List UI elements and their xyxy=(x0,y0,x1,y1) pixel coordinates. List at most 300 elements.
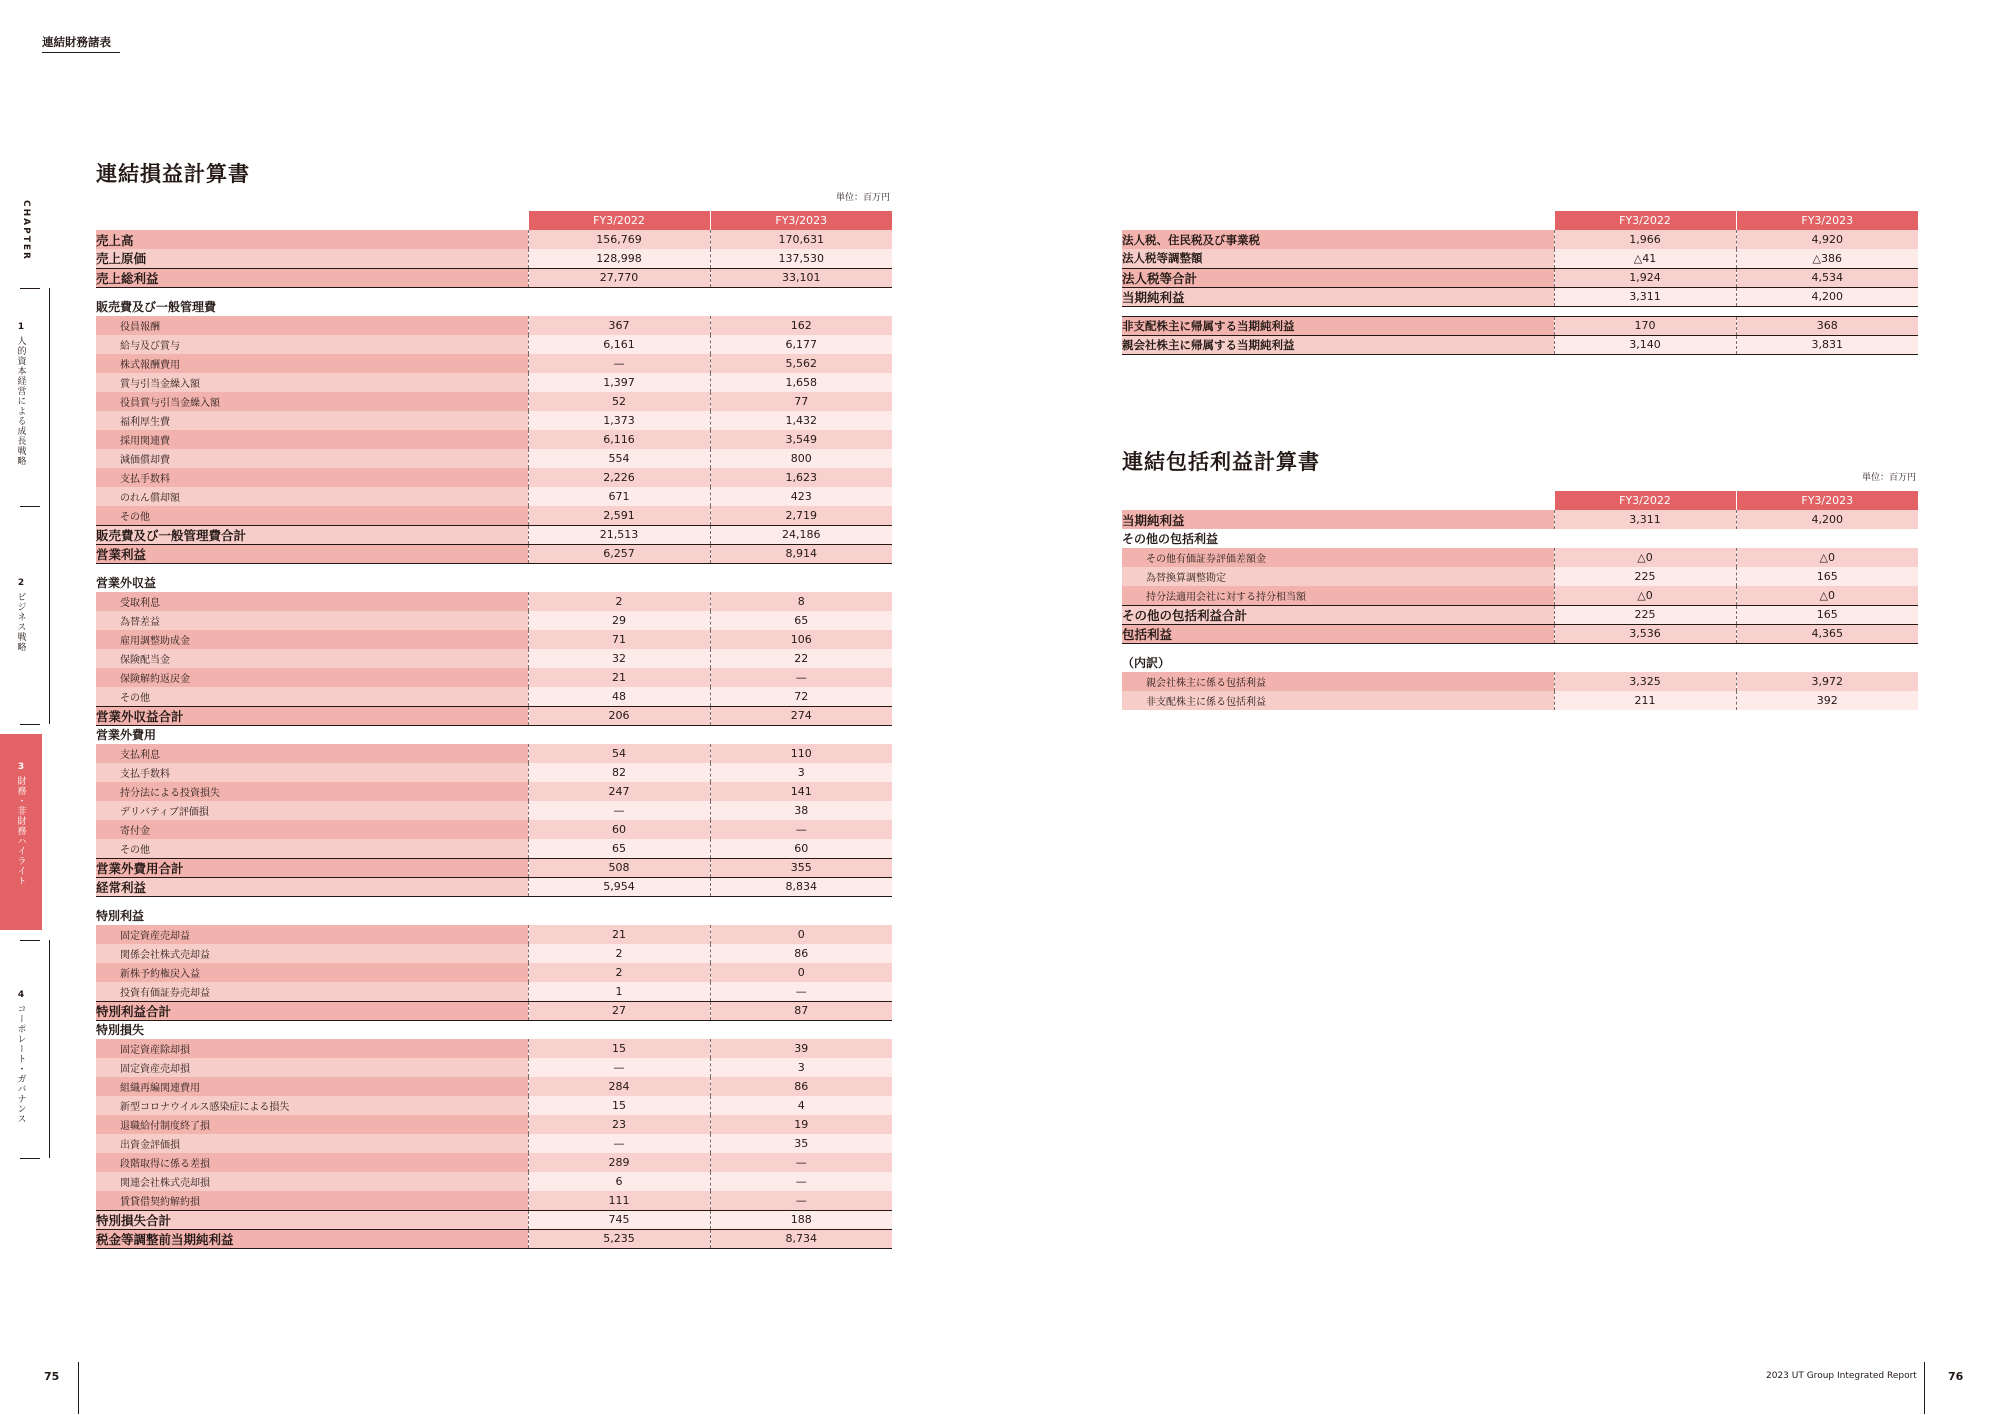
row-label: 親会社株主に帰属する当期純利益 xyxy=(1122,335,1554,354)
table-row xyxy=(96,468,892,487)
table-row xyxy=(96,1134,892,1153)
value-fy2022: 745 xyxy=(528,1210,710,1229)
value-fy2023: 3 xyxy=(710,763,892,782)
table-row xyxy=(96,763,892,782)
value-fy2022: 60 xyxy=(528,820,710,839)
value-fy2023: 33,101 xyxy=(710,268,892,287)
row-label: 固定資産除却損 xyxy=(96,1039,528,1058)
nav-item-label: ビジネス戦略 xyxy=(15,592,26,652)
nav-item-chapter-2[interactable] xyxy=(0,578,42,652)
section-tag-underline xyxy=(42,52,120,53)
value-fy2022: △0 xyxy=(1554,586,1736,605)
row-label: 投資有価証券売却益 xyxy=(96,982,528,1001)
table-row xyxy=(96,963,892,982)
value-fy2023: 110 xyxy=(710,744,892,763)
row-label: 為替換算調整勘定 xyxy=(1122,567,1554,586)
value-fy2023 xyxy=(710,297,892,316)
col-header-fy2022: FY3/2022 xyxy=(1554,211,1736,230)
value-fy2023 xyxy=(710,725,892,744)
value-fy2022: 21 xyxy=(528,925,710,944)
value-fy2022: 1,397 xyxy=(528,373,710,392)
value-fy2022: 211 xyxy=(1554,691,1736,710)
value-fy2023: 2,719 xyxy=(710,506,892,525)
value-fy2023: 392 xyxy=(1736,691,1918,710)
value-fy2023: 4,365 xyxy=(1736,624,1918,643)
value-fy2022: 71 xyxy=(528,630,710,649)
value-fy2022: 1 xyxy=(528,982,710,1001)
table-row xyxy=(1122,529,1918,548)
value-fy2022: 6,161 xyxy=(528,335,710,354)
row-spacer xyxy=(96,287,892,297)
value-fy2023: 3,549 xyxy=(710,430,892,449)
value-fy2022 xyxy=(528,297,710,316)
row-label: 税金等調整前当期純利益 xyxy=(96,1229,528,1248)
value-fy2022: — xyxy=(528,1058,710,1077)
value-fy2022: 2 xyxy=(528,963,710,982)
value-fy2022: 156,769 xyxy=(528,230,710,249)
row-label: 為替差益 xyxy=(96,611,528,630)
value-fy2023: 65 xyxy=(710,611,892,630)
nav-rule xyxy=(49,506,50,724)
comprehensive-income-table xyxy=(1122,491,1918,710)
col-header-fy2023: FY3/2023 xyxy=(710,211,892,230)
value-fy2022: 128,998 xyxy=(528,249,710,268)
row-label: 特別損失合計 xyxy=(96,1210,528,1229)
table-row xyxy=(1122,643,1918,653)
value-fy2023: 86 xyxy=(710,1077,892,1096)
row-label: 持分法による投資損失 xyxy=(96,782,528,801)
row-label: 売上総利益 xyxy=(96,268,528,287)
value-fy2022: 6,257 xyxy=(528,544,710,563)
table-row xyxy=(96,1020,892,1039)
value-fy2022: — xyxy=(528,1134,710,1153)
table-row xyxy=(96,373,892,392)
value-fy2023: — xyxy=(710,1172,892,1191)
value-fy2022: 5,954 xyxy=(528,877,710,896)
row-label: 株式報酬費用 xyxy=(96,354,528,373)
value-fy2022: 3,536 xyxy=(1554,624,1736,643)
table-row xyxy=(96,268,892,287)
value-fy2022: 3,311 xyxy=(1554,287,1736,306)
row-label: その他の包括利益 xyxy=(1122,532,1219,546)
value-fy2023: — xyxy=(710,820,892,839)
value-fy2023: 3,831 xyxy=(1736,335,1918,354)
table-row xyxy=(96,411,892,430)
value-fy2022 xyxy=(1554,529,1736,548)
value-fy2023: 4,920 xyxy=(1736,230,1918,249)
value-fy2023 xyxy=(1736,529,1918,548)
row-spacer xyxy=(1122,306,1918,316)
row-label: 関係会社株式売却益 xyxy=(96,944,528,963)
table-row xyxy=(96,430,892,449)
value-fy2023: 22 xyxy=(710,649,892,668)
row-label: 寄付金 xyxy=(96,820,528,839)
table-row xyxy=(96,925,892,944)
value-fy2022: 48 xyxy=(528,687,710,706)
row-spacer xyxy=(1122,643,1918,653)
table-row xyxy=(96,449,892,468)
table-row xyxy=(1122,510,1918,529)
value-fy2022: 206 xyxy=(528,706,710,725)
value-fy2022: 671 xyxy=(528,487,710,506)
value-fy2022: 82 xyxy=(528,763,710,782)
value-fy2022: 21 xyxy=(528,668,710,687)
header-blank xyxy=(1122,211,1554,230)
value-fy2022: 29 xyxy=(528,611,710,630)
row-label: 賃貸借契約解約損 xyxy=(96,1191,528,1210)
value-fy2022: 52 xyxy=(528,392,710,411)
table-row xyxy=(96,297,892,316)
row-label: 当期純利益 xyxy=(1122,510,1554,529)
table-row xyxy=(96,1191,892,1210)
value-fy2022: 284 xyxy=(528,1077,710,1096)
table-row xyxy=(1122,230,1918,249)
value-fy2023: 4,200 xyxy=(1736,510,1918,529)
value-fy2022 xyxy=(528,906,710,925)
chapter-label: CHAPTER xyxy=(21,200,31,261)
row-label: 新株予約権戻入益 xyxy=(96,963,528,982)
value-fy2022: 54 xyxy=(528,744,710,763)
table-row xyxy=(96,839,892,858)
row-label: 関連会社株式売却損 xyxy=(96,1172,528,1191)
value-fy2023: △386 xyxy=(1736,249,1918,268)
value-fy2023: 137,530 xyxy=(710,249,892,268)
value-fy2022: 32 xyxy=(528,649,710,668)
nav-divider xyxy=(20,288,40,289)
value-fy2023: 5,562 xyxy=(710,354,892,373)
value-fy2023: 4,200 xyxy=(1736,287,1918,306)
value-fy2023: 1,623 xyxy=(710,468,892,487)
value-fy2022: △41 xyxy=(1554,249,1736,268)
value-fy2022: 508 xyxy=(528,858,710,877)
row-label: 退職給付制度終了損 xyxy=(96,1115,528,1134)
row-label: 福利厚生費 xyxy=(96,411,528,430)
value-fy2022: 554 xyxy=(528,449,710,468)
value-fy2023: 39 xyxy=(710,1039,892,1058)
row-label: 雇用調整助成金 xyxy=(96,630,528,649)
value-fy2022: 6,116 xyxy=(528,430,710,449)
value-fy2022: 27,770 xyxy=(528,268,710,287)
value-fy2022: 65 xyxy=(528,839,710,858)
section-tag: 連結財務諸表 xyxy=(42,35,111,49)
value-fy2023: 60 xyxy=(710,839,892,858)
table-row xyxy=(96,316,892,335)
value-fy2023: 35 xyxy=(710,1134,892,1153)
row-label: 経常利益 xyxy=(96,877,528,896)
value-fy2023: 8 xyxy=(710,592,892,611)
table-row xyxy=(1122,672,1918,691)
value-fy2023: 1,432 xyxy=(710,411,892,430)
row-label: （内訳） xyxy=(1122,656,1171,670)
value-fy2022: 15 xyxy=(528,1039,710,1058)
value-fy2023: 4 xyxy=(710,1096,892,1115)
value-fy2022: 2 xyxy=(528,592,710,611)
value-fy2022: 21,513 xyxy=(528,525,710,544)
table-row xyxy=(96,354,892,373)
nav-item-label: コーポレート・ガバナンス xyxy=(15,1004,26,1124)
value-fy2023: 0 xyxy=(710,963,892,982)
value-fy2022: △0 xyxy=(1554,548,1736,567)
row-label: 特別利益 xyxy=(96,909,145,923)
table-row xyxy=(96,592,892,611)
footer-divider xyxy=(78,1362,79,1414)
value-fy2022: 27 xyxy=(528,1001,710,1020)
row-label: 営業利益 xyxy=(96,544,528,563)
value-fy2022: — xyxy=(528,354,710,373)
nav-divider xyxy=(20,940,40,941)
value-fy2022: 111 xyxy=(528,1191,710,1210)
table-row xyxy=(96,335,892,354)
table-row xyxy=(96,230,892,249)
nav-item-number: 4 xyxy=(17,990,25,1000)
value-fy2023: 3,972 xyxy=(1736,672,1918,691)
row-label: 組織再編関連費用 xyxy=(96,1077,528,1096)
row-label: 保険配当金 xyxy=(96,649,528,668)
table-row xyxy=(96,1001,892,1020)
table-row xyxy=(96,782,892,801)
value-fy2023: 274 xyxy=(710,706,892,725)
row-label: その他 xyxy=(96,687,528,706)
row-label: 新型コロナウイルス感染症による損失 xyxy=(96,1096,528,1115)
value-fy2023 xyxy=(710,573,892,592)
row-label: デリバティブ評価損 xyxy=(96,801,528,820)
value-fy2022: 225 xyxy=(1554,605,1736,624)
nav-item-label: 人的資本経営による成長戦略 xyxy=(15,336,26,466)
header-blank xyxy=(96,211,528,230)
row-label: 賞与引当金繰入額 xyxy=(96,373,528,392)
row-label: 固定資産売却益 xyxy=(96,925,528,944)
value-fy2023: 106 xyxy=(710,630,892,649)
value-fy2023: 3 xyxy=(710,1058,892,1077)
row-label: その他 xyxy=(96,839,528,858)
table-row xyxy=(96,506,892,525)
row-label: その他 xyxy=(96,506,528,525)
row-label: 法人税等調整額 xyxy=(1122,249,1554,268)
value-fy2023: 170,631 xyxy=(710,230,892,249)
table-row xyxy=(1122,249,1918,268)
table-row xyxy=(96,1210,892,1229)
value-fy2023: — xyxy=(710,982,892,1001)
value-fy2022: 1,966 xyxy=(1554,230,1736,249)
row-label: 減価償却費 xyxy=(96,449,528,468)
row-label: 保険解約返戻金 xyxy=(96,668,528,687)
value-fy2023: 8,834 xyxy=(710,877,892,896)
value-fy2022: 23 xyxy=(528,1115,710,1134)
value-fy2023: 800 xyxy=(710,449,892,468)
table-row xyxy=(96,611,892,630)
table-row xyxy=(96,1058,892,1077)
row-label: 支払利息 xyxy=(96,744,528,763)
value-fy2022: 6 xyxy=(528,1172,710,1191)
row-label: 営業外費用 xyxy=(96,728,157,743)
table-row xyxy=(96,944,892,963)
income-statement-table xyxy=(96,211,892,1249)
nav-item-chapter-3[interactable] xyxy=(0,734,42,930)
row-label: 当期純利益 xyxy=(1122,287,1554,306)
row-label: 特別損失 xyxy=(96,1023,145,1038)
value-fy2022: 1,924 xyxy=(1554,268,1736,287)
table-row xyxy=(96,687,892,706)
value-fy2022: 3,311 xyxy=(1554,510,1736,529)
row-label: 役員報酬 xyxy=(96,316,528,335)
value-fy2023 xyxy=(710,906,892,925)
row-label: 支払手数料 xyxy=(96,763,528,782)
value-fy2023: 38 xyxy=(710,801,892,820)
value-fy2023 xyxy=(1736,653,1918,672)
table-row xyxy=(96,1229,892,1248)
table-row xyxy=(96,249,892,268)
row-label: 営業外収益合計 xyxy=(96,706,528,725)
row-label: 持分法適用会社に対する持分相当額 xyxy=(1122,586,1554,605)
value-fy2022: 2 xyxy=(528,944,710,963)
value-fy2023: 355 xyxy=(710,858,892,877)
value-fy2022: 3,140 xyxy=(1554,335,1736,354)
value-fy2023: 6,177 xyxy=(710,335,892,354)
row-label: 売上原価 xyxy=(96,249,528,268)
value-fy2022: — xyxy=(528,801,710,820)
row-label: 親会社株主に係る包括利益 xyxy=(1122,672,1554,691)
value-fy2022: 247 xyxy=(528,782,710,801)
table-row xyxy=(1122,306,1918,316)
value-fy2023: 19 xyxy=(710,1115,892,1134)
value-fy2023: 188 xyxy=(710,1210,892,1229)
row-label: 営業外費用合計 xyxy=(96,858,528,877)
row-spacer xyxy=(96,563,892,573)
value-fy2022 xyxy=(528,725,710,744)
table-row xyxy=(96,744,892,763)
table-row xyxy=(96,1115,892,1134)
row-label: 営業外収益 xyxy=(96,576,157,590)
row-label: 給与及び賞与 xyxy=(96,335,528,354)
value-fy2023: △0 xyxy=(1736,586,1918,605)
row-label: 特別利益合計 xyxy=(96,1001,528,1020)
table-row xyxy=(96,287,892,297)
value-fy2022: 5,235 xyxy=(528,1229,710,1248)
row-label: 販売費及び一般管理費合計 xyxy=(96,525,528,544)
value-fy2023: 141 xyxy=(710,782,892,801)
nav-rule xyxy=(49,288,50,506)
value-fy2022: 2,226 xyxy=(528,468,710,487)
row-label: 売上高 xyxy=(96,230,528,249)
value-fy2023: 24,186 xyxy=(710,525,892,544)
page-number-left: 75 xyxy=(44,1370,60,1383)
table-row xyxy=(1122,691,1918,710)
nav-rule xyxy=(49,940,50,1158)
table-row xyxy=(1122,567,1918,586)
value-fy2023: 0 xyxy=(710,925,892,944)
value-fy2022: 289 xyxy=(528,1153,710,1172)
value-fy2023: △0 xyxy=(1736,548,1918,567)
table-row xyxy=(96,563,892,573)
value-fy2023: 87 xyxy=(710,1001,892,1020)
row-label: 支払手数料 xyxy=(96,468,528,487)
income-statement-continued-table xyxy=(1122,211,1918,355)
table-row xyxy=(96,1153,892,1172)
page-number-right: 76 xyxy=(1948,1370,1964,1383)
value-fy2023: 368 xyxy=(1736,316,1918,335)
nav-divider xyxy=(20,506,40,507)
row-label: 固定資産売却損 xyxy=(96,1058,528,1077)
row-label: その他有価証券評価差額金 xyxy=(1122,548,1554,567)
row-label: 非支配株主に係る包括利益 xyxy=(1122,691,1554,710)
row-label: 非支配株主に帰属する当期純利益 xyxy=(1122,316,1554,335)
comprehensive-income-unit: 単位：百万円 xyxy=(1862,473,1917,483)
value-fy2023: 162 xyxy=(710,316,892,335)
value-fy2022: 367 xyxy=(528,316,710,335)
table-row xyxy=(96,630,892,649)
table-row xyxy=(1122,605,1918,624)
nav-item-number: 1 xyxy=(17,322,25,332)
table-row xyxy=(1122,548,1918,567)
value-fy2022: 15 xyxy=(528,1096,710,1115)
table-row xyxy=(96,896,892,906)
col-header-fy2022: FY3/2022 xyxy=(528,211,710,230)
nav-item-number: 3 xyxy=(17,762,25,772)
value-fy2023: 1,658 xyxy=(710,373,892,392)
table-row xyxy=(96,649,892,668)
table-row xyxy=(96,706,892,725)
table-row xyxy=(96,1172,892,1191)
value-fy2023: — xyxy=(710,668,892,687)
value-fy2023: 423 xyxy=(710,487,892,506)
table-row xyxy=(96,1039,892,1058)
row-label: 受取利息 xyxy=(96,592,528,611)
nav-item-chapter-4[interactable] xyxy=(0,990,42,1124)
value-fy2023: 8,914 xyxy=(710,544,892,563)
table-row xyxy=(96,487,892,506)
value-fy2023: 165 xyxy=(1736,605,1918,624)
value-fy2022: 170 xyxy=(1554,316,1736,335)
table-row xyxy=(96,877,892,896)
table-row xyxy=(1122,287,1918,306)
value-fy2023: 165 xyxy=(1736,567,1918,586)
table-row xyxy=(1122,586,1918,605)
row-label: 段階取得に係る差損 xyxy=(96,1153,528,1172)
income-statement-unit: 単位：百万円 xyxy=(836,193,891,203)
value-fy2023: 8,734 xyxy=(710,1229,892,1248)
table-row xyxy=(1122,335,1918,354)
table-row xyxy=(96,573,892,592)
table-row xyxy=(96,801,892,820)
table-row xyxy=(96,906,892,925)
value-fy2023: — xyxy=(710,1191,892,1210)
header-blank xyxy=(1122,491,1554,510)
table-row xyxy=(1122,316,1918,335)
value-fy2022: 2,591 xyxy=(528,506,710,525)
nav-item-number: 2 xyxy=(17,578,25,588)
value-fy2023 xyxy=(710,1020,892,1039)
nav-item-label: 財務・非財務ハイライト xyxy=(15,776,26,886)
table-row xyxy=(96,820,892,839)
table-row xyxy=(96,1096,892,1115)
row-label: 出資金評価損 xyxy=(96,1134,528,1153)
income-statement-title: 連結損益計算書 xyxy=(96,162,250,186)
row-label: 役員賞与引当金繰入額 xyxy=(96,392,528,411)
col-header-fy2023: FY3/2023 xyxy=(1736,491,1918,510)
value-fy2023: 4,534 xyxy=(1736,268,1918,287)
table-row xyxy=(1122,624,1918,643)
footer-divider xyxy=(1924,1362,1925,1414)
row-label: 採用関連費 xyxy=(96,430,528,449)
row-label: 販売費及び一般管理費 xyxy=(96,300,217,314)
value-fy2023: 77 xyxy=(710,392,892,411)
value-fy2023: 72 xyxy=(710,687,892,706)
row-label: 包括利益 xyxy=(1122,624,1554,643)
value-fy2022: 1,373 xyxy=(528,411,710,430)
nav-item-chapter-1[interactable] xyxy=(0,322,42,466)
comprehensive-income-title: 連結包括利益計算書 xyxy=(1122,450,1320,474)
table-row xyxy=(1122,653,1918,672)
